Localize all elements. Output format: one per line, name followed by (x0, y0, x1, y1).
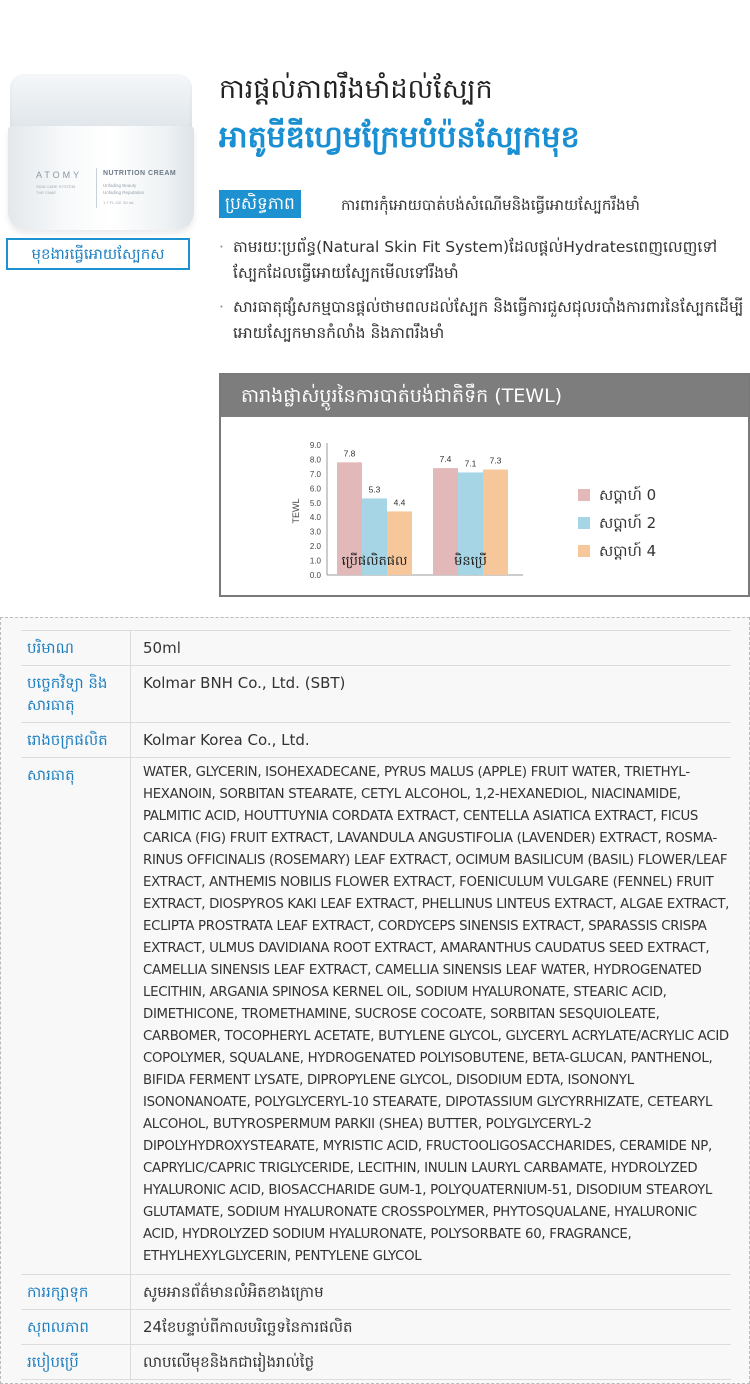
detail-key: បច្ចេកវិទ្យា និងសារធាតុ (21, 666, 131, 722)
detail-value: 50ml (143, 639, 181, 657)
y-tick-label: 7.0 (309, 469, 321, 479)
page-title: អាតូមីឌីហ្វេមក្រែមបំប៉នស្បែកមុខ (219, 120, 580, 155)
bar-data-label: 7.1 (464, 458, 477, 469)
effect-tag: ប្រសិទ្ធភាព (219, 190, 301, 218)
x-category-label: មិនប្រើ (454, 554, 487, 569)
effect-row (219, 190, 747, 220)
detail-key: សុពលភាព (21, 1310, 131, 1344)
product-details-panel (0, 617, 750, 1384)
detail-value: លាបលើមុខនិងកជារៀងរាល់ថ្ងៃ (143, 1353, 315, 1371)
jar-tagline-line: Unfading Beauty (103, 183, 137, 188)
y-tick-label: 1.0 (309, 556, 321, 566)
effect-text: ការពារកុំអោយបាត់បង់សំណើមនិងធ្វើអោយស្បែករឹងមាំ (341, 196, 640, 214)
legend-label: សប្តាហ៍ 4 (599, 542, 657, 560)
detail-value: 24ខែបន្ទាប់ពីកាលបរិច្ឆេទនៃការផលិត (143, 1318, 353, 1336)
chart-plot (221, 417, 748, 595)
bullet-dot-icon: · (219, 238, 224, 256)
legend-label: សប្តាហ៍ 2 (599, 514, 657, 532)
feature-bullet (219, 234, 747, 286)
bullet-dot-icon: · (219, 298, 224, 316)
detail-value: Kolmar Korea Co., Ltd. (143, 731, 310, 749)
y-tick-label: 8.0 (309, 455, 321, 465)
detail-row (21, 1310, 731, 1345)
y-tick-label: 6.0 (309, 484, 321, 494)
jar-brand-sub-line: THE FAME (36, 190, 57, 195)
chart-title: តារាងផ្លាស់ប្តូរនៃការបាត់បង់ជាតិទឹក (TEWL) (221, 375, 748, 417)
detail-row (21, 666, 731, 723)
detail-key: សារធាតុ (21, 758, 131, 1274)
jar-product-name: NUTRITION CREAM (103, 170, 177, 177)
legend-swatch (578, 517, 590, 529)
y-tick-label: 5.0 (309, 498, 321, 508)
feature-bullet (219, 294, 747, 346)
detail-value: WATER, GLYCERIN, ISOHEXADECANE, PYRUS MALUS (APPLE) FRUIT WATER, TRIETHYLHEXANOIN, SORBITAN STEARATE, CETYL ALCOHOL, 1,2-HEXANEDIOL, NIACINAMIDE, PALMITIC ACID, HOUTTUYNIA CORDATA EXTRACT, CENTELLA ASIATICA EXTRACT, FICUS CARICA (FIG) FRUIT EXTRACT, LAVANDULA ANGUSTIFOLIA (LAVENDER) EXTRACT, ROSMARINUS OFFICINALIS (ROSEMARY) LEAF EXTRACT, OCIMUM BASILICUM (BASIL) FLOWER/LEAF EXTRACT, ANTHEMIS NOBILIS FLOWER EXTRACT, FOENICULUM VULGARE (FENNEL) FRUIT EXTRACT, DIOSPYROS KAKI LEAF EXTRACT, PHELLINUS LINTEUS EXTRACT, ALGAE EXTRACT, ECLIPTA PROSTRATA LEAF EXTRACT, CORDYCEPS SINENSIS EXTRACT, SPARASSIS CRISPA EXTRACT, ULMUS DAVIDIANA ROOT EXTRACT, AMARANTHUS CAUDATUS SEED EXTRACT, CAMELLIA SINENSIS LEAF EXTRACT, CAMELLIA SINENSIS LEAF WATER, HYDROGENATED LECITHIN, ARGANIA SPINOSA KERNEL OIL, SODIUM HYALURONATE, STEARIC ACID, DIMETHICONE, TROMETHAMINE, SUCROSE COCOATE, SORBITAN SESQUIOLEATE, CARBOMER, TOCOPHERYL ACETATE, BUTYLENE GLYCOL, GLYCERYL ACRYLATE/ACRYLIC ACID COPOLYMER, SQUALANE, HYDROGENATED POLYISOBUTENE, BETA-GLUCAN, PANTHENOL, BIFIDA FERMENT LYSATE, DIPROPYLENE GLYCOL, DISODIUM EDTA, ISONONYL ISONONANOATE, POLYGLYCERYL-10 STEARATE, DIPOTASSIUM GLYCYRRHIZATE, CETEARYL ALCOHOL, BUTYROSPERMUM PARKII (SHEA) BUTTER, POLYGLYCERYL-2 DIPOLYHYDROXYSTEARATE, MYRISTIC ACID, FRUCTOOLIGOSACCHARIDES, CERAMIDE NP, CAPRYLIC/CAPRIC TRIGLYCERIDE, LECITHIN, INULIN LAURYL CARBAMATE, HYDROLYZED HYALURONIC ACID, BIOSACCHARIDE GUM-1, POLYQUATERNIUM-51, DISODIUM STEAROYL GLUTAMATE, SODIUM HYALURONATE CROSSPOLYMER, PHYTOSQUALANE, HYALURONIC ACID, HYDROLYZED SODIUM HYALURONATE, POLYSORBATE 60, FRAGRANCE, ETHYLHEXYLGLYCERIN, PENTYLENE GLYCOL (143, 765, 730, 1264)
legend-swatch (578, 545, 590, 557)
jar-brand-sub-line: SKIN CARE SYSTEM (36, 184, 76, 189)
detail-value: Kolmar BNH Co., Ltd. (SBT) (143, 674, 346, 692)
detail-key: បរិមាណ (21, 631, 131, 665)
detail-row (21, 1345, 731, 1380)
x-category-label: ប្រើផលិតផល (341, 554, 408, 569)
jar-product-tagline (103, 182, 173, 196)
bar-data-label: 7.4 (439, 454, 452, 465)
bar-data-label: 5.3 (368, 484, 381, 495)
legend-label: សប្តាហ៍ 0 (599, 486, 657, 504)
jar-brand-label: ATOMY (36, 170, 83, 180)
detail-row (21, 630, 731, 666)
detail-row (21, 1275, 731, 1310)
jar-lid (10, 74, 192, 132)
detail-key: របៀបប្រើ (21, 1345, 131, 1379)
tewl-chart (219, 373, 750, 597)
detail-value: សូមអានព័ត៌មានលំអិតខាងក្រោម (143, 1283, 324, 1301)
feature-bullet-text: សារធាតុផ្សំសកម្មបានផ្តល់ថាមពលដល់ស្បែក និងធ្វើការជួសជុលរបាំងការពារនៃស្បែកដើម្បីអោយស្បែកមានកំលាំង និងភាពរឹងមាំ (233, 298, 744, 342)
legend-swatch (578, 489, 590, 501)
jar-volume-label: 1.7 FL.OZ. 50 mL (103, 200, 135, 205)
bar-data-label: 4.4 (393, 497, 406, 508)
page-subtitle: ការផ្តល់ភាពរឹងមាំដល់ស្បែក (219, 74, 493, 105)
detail-row (21, 723, 731, 758)
feature-bullet-text: តាមរយៈប្រព័ន្ធ(Natural Skin Fit System)ដែលផ្តល់Hydratesពេញលេញទៅស្បែកដែលធ្វើអោយស្បែកមើលទៅរឹងមាំ (233, 238, 718, 282)
jar-tagline-line: Unfading Reputation (103, 190, 145, 195)
product-image (8, 72, 194, 232)
y-tick-label: 9.0 (309, 441, 321, 450)
detail-row (21, 758, 731, 1275)
jar-brand-sub (36, 184, 91, 196)
y-tick-label: 4.0 (309, 513, 321, 523)
detail-key: រោងចក្រផលិត (21, 723, 131, 757)
bar-data-label: 7.3 (489, 455, 502, 466)
y-tick-label: 2.0 (309, 542, 321, 552)
y-axis-label: TEWL (291, 498, 301, 524)
whitening-badge: មុខងារធ្វើអោយស្បែកស (6, 238, 190, 270)
bar-data-label: 7.8 (343, 448, 356, 459)
y-tick-label: 3.0 (309, 527, 321, 537)
jar-divider (96, 168, 97, 208)
detail-key: ការរក្សាទុក (21, 1275, 131, 1309)
product-details-table (21, 630, 731, 1380)
y-tick-label: 0.0 (309, 571, 321, 580)
